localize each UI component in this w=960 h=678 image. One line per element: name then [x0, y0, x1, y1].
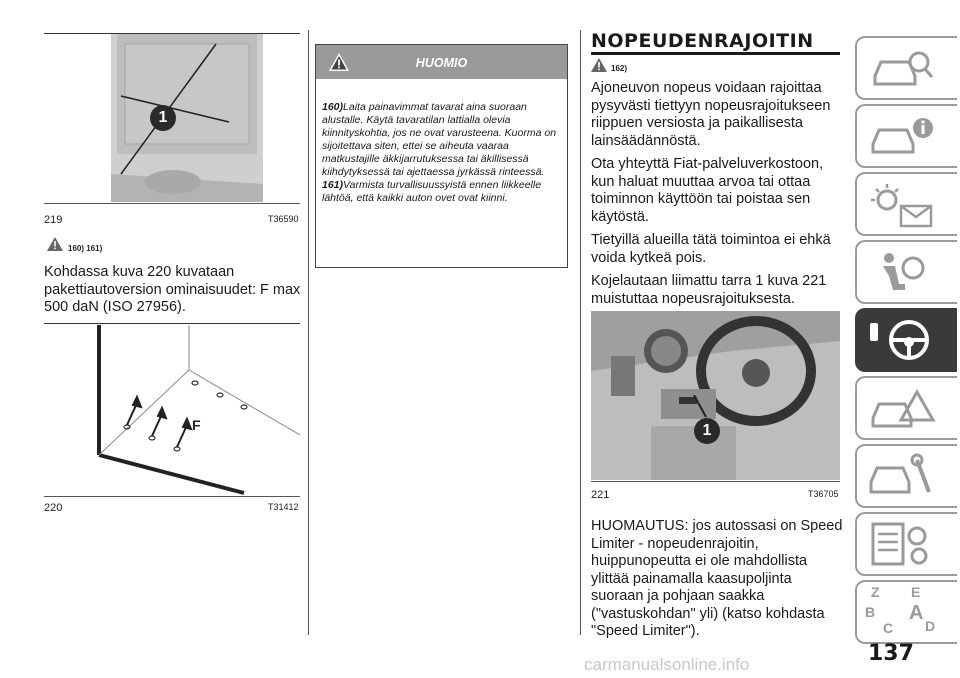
warning-icon	[47, 237, 63, 251]
paragraph: Ajoneuvon nopeus voidaan rajoittaa pysyvästi tiettyyn nopeusrajoitukseen riippuen versiosta ja paikallisesta lainsäädännöstä.	[591, 80, 831, 149]
warning-icon	[591, 58, 607, 72]
figure-221-number: 221	[591, 489, 610, 501]
car-search-icon	[867, 44, 937, 94]
column-divider-1	[308, 30, 309, 635]
emergency-icon	[867, 384, 937, 434]
left-paragraph: Kohdassa kuva 220 kuvataan pakettiautoversion ominaisuudet: F max 500 daN (ISO 27956).	[44, 264, 301, 315]
figure-221-callout: 1	[694, 418, 720, 444]
page-number: 137	[868, 641, 914, 666]
figure-219-number: 219	[44, 214, 63, 226]
paragraph: Ota yhteyttä Fiat-palveluverkostoon, kun haluat muuttaa arvoa tai ottaa toiminnon käyttöön tai poistaa sen käytöstä.	[591, 156, 824, 225]
paragraph: Kojelautaan liimattu tarra 1 kuva 221 muistuttaa nopeusrajoituksesta.	[591, 273, 827, 307]
chapter-tab-info[interactable]	[855, 104, 957, 168]
figure-220-image	[44, 325, 300, 495]
floor-diagram	[44, 325, 300, 495]
caution-item	[322, 101, 561, 179]
figure-220-callout: F	[192, 417, 201, 433]
index-letter: D	[925, 618, 936, 634]
right-refs: 162)	[611, 64, 628, 73]
paragraph: Tietyillä alueilla tätä toimintoa ei ehkä voida kytkeä pois.	[591, 232, 831, 266]
chapter-tab-warning-lights[interactable]	[855, 172, 957, 236]
figure-221-caption-rule	[591, 481, 840, 482]
index-letter: Z	[871, 584, 880, 600]
watermark: carmanualsonline.info	[584, 655, 750, 674]
caution-item-text: Varmista turvallisuussyistä ennen liikkeelle lähtöä, että kaikki auton ovet ovat kiinni.	[322, 179, 542, 204]
chapter-tab-getting-to-know[interactable]	[855, 36, 957, 100]
index-letter: C	[883, 620, 894, 636]
caution-box-header	[316, 45, 567, 79]
column-divider-2	[580, 30, 581, 635]
car-info-icon	[867, 112, 937, 162]
figure-220-code: T31412	[268, 502, 299, 512]
figure-219-callout: 1	[150, 105, 176, 131]
figure-219-image	[111, 34, 263, 202]
caution-item-number: 161)	[322, 179, 344, 191]
index-letters	[865, 584, 945, 640]
right-note: HUOMAUTUS: jos autossasi on Speed Limiter - nopeudenrajoitin, huippunopeutta ei ole mahdollista ylittää painamalla kaasupoljinta suoraan ja pohjaan saakka ("vastuskohdan" yli) (katso kohdasta "Speed Limiter").	[591, 518, 843, 639]
right-text	[591, 80, 843, 314]
caution-item	[322, 179, 561, 205]
left-refs: 160) 161)	[68, 244, 103, 253]
chapter-tab-maintenance[interactable]	[855, 444, 957, 508]
caution-box-body	[316, 79, 567, 205]
chapter-tab-index[interactable]	[855, 580, 957, 644]
index-letter: B	[865, 604, 876, 620]
chapter-tab-safety[interactable]	[855, 240, 957, 304]
index-letter: A	[909, 602, 924, 624]
index-letter: E	[911, 584, 921, 600]
caution-item-text: Laita painavimmat tavarat aina suoraan alustalle. Käytä tavaratilan lattialla olevia kiinnityskohtia, jos ne ovat varusteena. Kuorma on sijoitettava siten, ettei se aiheuta vaaraa matkustajille äkkijarrutuksessa tai äkillisessä kiihdytyksessä tai ajettaessa jyrkässä rinteessä.	[322, 101, 557, 178]
caution-box	[315, 44, 568, 268]
section-heading: NOPEUDENRAJOITIN	[591, 30, 814, 52]
wrench-car-icon	[867, 452, 937, 502]
caution-box-title: HUOMIO	[415, 56, 468, 70]
caution-item-number: 160)	[322, 101, 344, 113]
heading-underline	[591, 52, 840, 55]
airbag-icon	[867, 248, 937, 298]
figure-221-code: T36705	[808, 489, 839, 499]
figure-220-number: 220	[44, 502, 63, 514]
figure-220-top-rule	[44, 323, 300, 324]
figure-220-caption-rule	[44, 496, 300, 497]
figure-219-caption-rule	[44, 203, 300, 204]
chapter-tab-technical-data[interactable]	[855, 512, 957, 576]
key-icon	[866, 322, 882, 356]
spec-sheet-icon	[867, 520, 937, 570]
cargo-wall-illustration	[111, 34, 263, 202]
warning-light-icon	[867, 180, 937, 230]
figure-219-code: T36590	[268, 214, 299, 224]
chapter-tab-emergency[interactable]	[855, 376, 957, 440]
